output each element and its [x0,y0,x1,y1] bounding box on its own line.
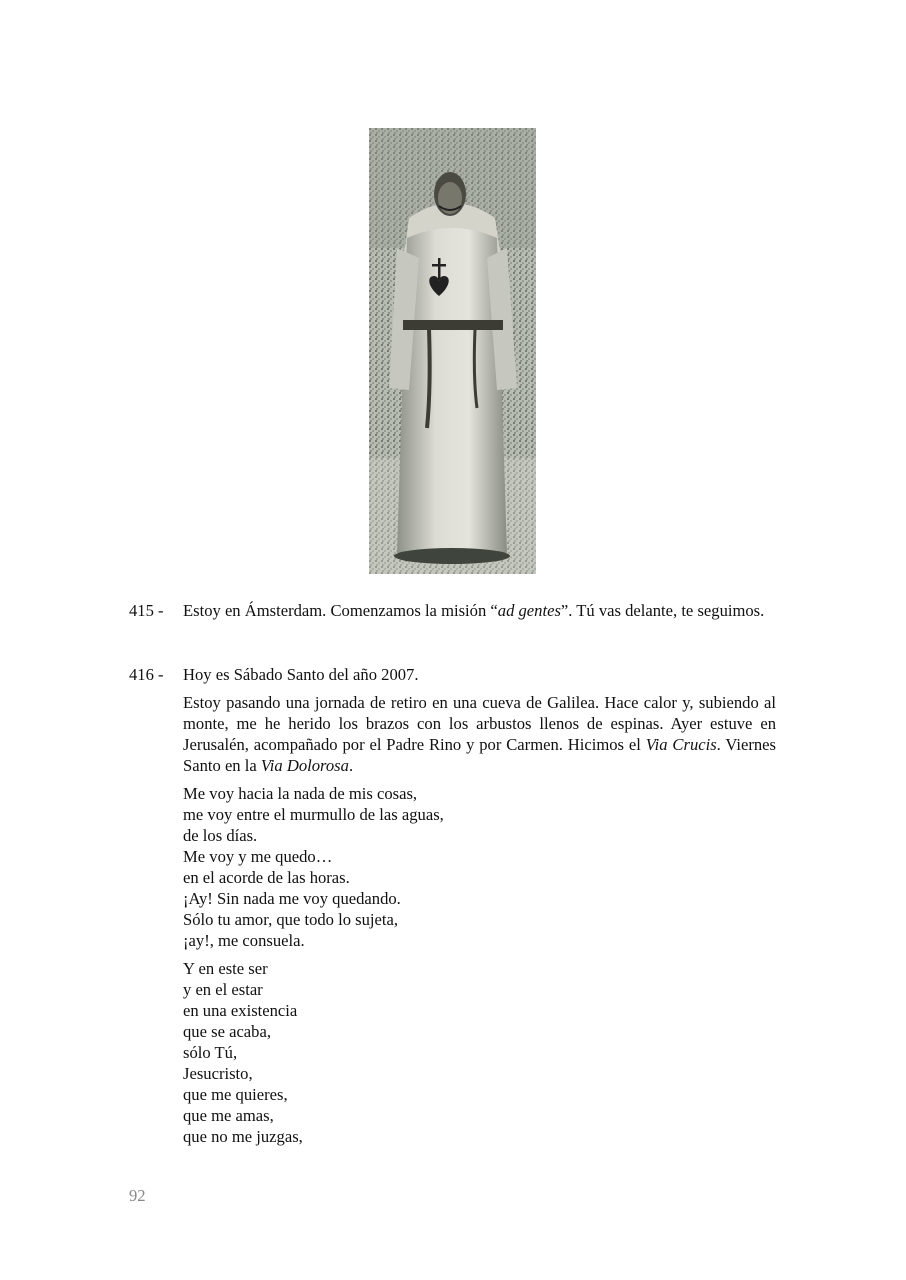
entry-number: 415 - [129,601,164,620]
poem-line: ¡Ay! Sin nada me voy quedando. [183,889,401,908]
entry-paragraph: Estoy pasando una jornada de retiro en una cueva de Galilea. Hace calor y, subiendo al monte, me he herido los brazos con los arbustos llenos de espinas. Ayer estuve en Jerusalén, acompañado por el Padre Rino y por Carmen. Hicimos el Via Crucis. Viernes Santo en la Via Dolorosa. [183,693,776,775]
poem-line: que se acaba, [183,1022,271,1041]
poem-line: de los días. [183,826,258,845]
poem-line: en el acorde de las horas. [183,868,350,887]
poem-line: Me voy hacia la nada de mis cosas, [183,784,418,803]
poem-line: que me amas, [183,1106,274,1125]
poem-line: me voy entre el murmullo de las aguas, [183,805,444,824]
emphasis: ad gentes [497,601,561,620]
entry-first-line: Hoy es Sábado Santo del año 2007. [183,665,419,684]
poem-stanza-2 [183,958,776,1147]
poem-line: Jesucristo, [183,1064,253,1083]
entry-416 [129,664,776,1147]
emphasis: Via Dolorosa [260,756,349,775]
poem-line: en una existencia [183,1001,298,1020]
poem-line: y en el estar [183,980,263,999]
entry-415 [129,600,776,621]
monk-photo [369,128,536,574]
poem-stanza-1 [183,783,776,951]
page-number: 92 [129,1186,146,1205]
poem-line: que no me juzgas, [183,1127,303,1146]
poem-line: Y en este ser [183,959,268,978]
poem-line: sólo Tú, [183,1043,238,1062]
poem-line: que me quieres, [183,1085,288,1104]
poem-line: Me voy y me quedo… [183,847,333,866]
poem-line: Sólo tu amor, que todo lo sujeta, [183,910,399,929]
entry-text: Estoy en Ámsterdam. Comenzamos la misión “ad gentes”. Tú vas delante, te seguimos. [183,601,765,620]
poem-line: ¡ay!, me consuela. [183,931,305,950]
entry-number: 416 - [129,665,164,684]
emphasis: Via Crucis [645,735,717,754]
